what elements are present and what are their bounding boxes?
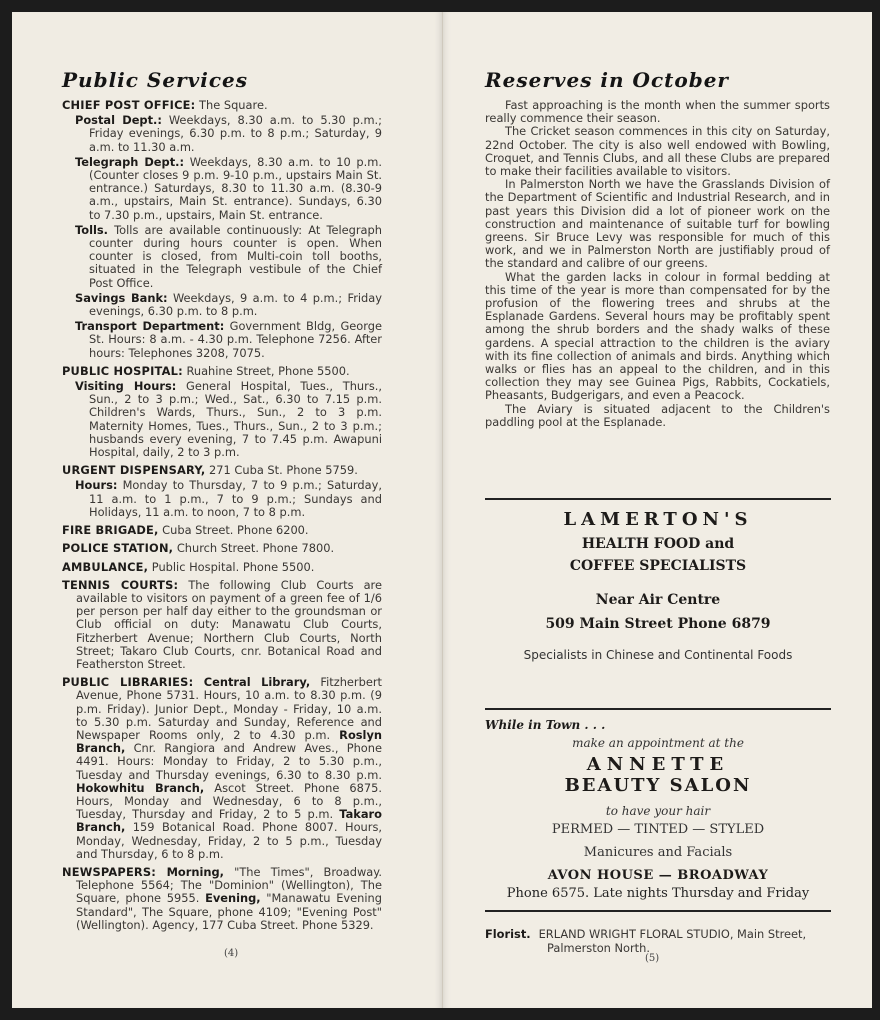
sub-entry: Telegraph Dept.: Weekdays, 8.30 a.m. to 10 p.m. (Counter closes 9 p.m. 9-10 p.m., upstairs Main St. entrance.) Saturdays, 8.30 to 11.30 a.m. (8.30-9 a.m., upstairs, Main St. entrance). Sundays, 6.30 to 7.30 p.m., upstairs, Main St. entrance.	[75, 154, 382, 222]
booklet-spread	[12, 12, 872, 1008]
ad-business-name: BEAUTY SALON	[564, 775, 752, 796]
reserves-article	[485, 99, 830, 429]
entry-text: The Square.	[195, 98, 268, 112]
page-heading: Reserves in October	[485, 68, 729, 92]
divider-rule	[485, 498, 831, 500]
left-page	[12, 12, 442, 1008]
entry-title: CHIEF POST OFFICE:	[62, 98, 196, 112]
entry-public-hospital: PUBLIC HOSPITAL: Ruahine Street, Phone 5500. Visiting Hours: General Hospital, Tues., Thurs., Sun., 2 to 3 p.m.; Wed., Sat., 6.30 to 7.15 p.m. Children's Wards, Thurs., Sun., 2 to 3 p.m. Maternity Homes, Tues., Thurs., Sun., 2 to 3 p.m.; husbands every evening, 7 to 7.45 p.m. Awapuni Hospital, daily, 2 to 3 p.m.	[62, 363, 383, 460]
entry-chief-post-office	[62, 99, 382, 360]
article-paragraph: What the garden lacks in colour in formal bedding at this time of the year is more than compensated for by the profusion of the flowering trees and shrubs at the Esplanade Gardens. Several hours may be profitably spent among the shrub borders and the shady walks of these gardens. A special attraction to the children is the aviary with its fine collection of animals and birds. Anything which walks or flies has an appeal to the children, and in this collection they may see Guinea Pigs, Rabbits, Cockatiels, Pheasants, Budgerigars, and even a Peacock.	[485, 269, 830, 403]
public-services-list	[62, 99, 382, 937]
ad-lamertons: LAMERTON'S HEALTH FOOD and COFFEE SPECIALISTS Near Air Centre 509 Main Street Phone 6879 Specialists in Chinese and Continental Foods	[485, 509, 831, 662]
article-paragraph: The Aviary is situated adjacent to the Children's paddling pool at the Esplanade.	[485, 401, 830, 429]
ad-annette-beauty-salon: While in Town . . . make an appointment at the ANNETTE BEAUTY SALON to have your hair PERMED — TINTED — STYLED Manicures and Facials AVON HOUSE — BROADWAY Phone 6575. Late nights Thursday and Friday	[485, 718, 831, 901]
entry-public-libraries: PUBLIC LIBRARIES: Central Library, Fitzherbert Avenue, Phone 5731. Hours, 10 a.m. to 8.30 p.m. (9 p.m. Friday). Junior Dept., Monday - Friday, 10 a.m. to 5.30 p.m. Saturday and Sunday, Reference and Newspaper Rooms only, 2 to 4.30 p.m. Roslyn Branch, Cnr. Rangiora and Andrew Aves., Phone 4491. Hours: Monday to Friday, 2 to 5.30 p.m., Tuesday and Thursday evenings, 6.30 to 8.30 p.m. Hokowhitu Branch, Ascot Street. Phone 6875. Hours, Monday and Wednesday, 6 to 8 p.m., Tuesday, Thursday and Friday, 2 to 5 p.m. Takaro Branch, 159 Botanical Road. Phone 8007. Hours, Monday, Wednesday, Friday, 2 to 5 p.m., Tuesday and Thursday, 6 to 8 p.m.	[62, 675, 382, 861]
entry-fire-brigade: FIRE BRIGADE, Cuba Street. Phone 6200.	[62, 523, 309, 538]
entry-newspapers: NEWSPAPERS: Morning, "The Times", Broadway. Telephone 5564; The "Dominion" (Wellington), The Square, phone 5955. Evening, "Manawatu Evening Standard", The Square, phone 4109; "Evening Post" (Wellington). Agency, 177 Cuba Street. Phone 5329.	[62, 864, 383, 932]
divider-rule	[485, 708, 831, 710]
ad-business-name: ANNETTE	[586, 754, 730, 775]
article-paragraph: Fast approaching is the month when the summer sports really commence their season.	[485, 98, 830, 126]
divider-rule	[485, 910, 831, 912]
sub-entry: Postal Dept.: Weekdays, 8.30 a.m. to 5.30 p.m.; Friday evenings, 6.30 p.m. to 8 p.m.; Saturday, 9 a.m. to 11.30 a.m.	[75, 113, 382, 154]
entry-ambulance: AMBULANCE, Public Hospital. Phone 5500.	[62, 559, 315, 574]
article-paragraph: In Palmerston North we have the Grasslands Division of the Department of Scientific and Industrial Research, and in past years this Division did a lot of pioneer work on the construction and maintenance of suitable turf for bowling greens. Sir Bruce Levy was responsible for much of this work, and we in Palmerston North are justifiably proud of the standard and calibre of our greens.	[485, 177, 830, 271]
page-heading: Public Services	[62, 68, 248, 92]
sub-entry: Hours: Monday to Thursday, 7 to 9 p.m.; Saturday, 11 a.m. to 1 p.m., 7 to 9 p.m.; Sundays and Holidays, 11 a.m. to noon, 7 to 8 p.m.	[75, 478, 382, 519]
right-page	[443, 12, 872, 1008]
sub-entry: Tolls. Tolls are available continuously: At Telegraph counter during hours counter is open. When counter is closed, from Multi-coin toll booths, situated in the Telegraph vestibule of the Chief Post Office.	[75, 222, 382, 290]
page-number: (5)	[645, 953, 660, 964]
entry-police-station: POLICE STATION, Church Street. Phone 7800.	[62, 541, 335, 556]
florist-listing: Florist. ERLAND WRIGHT FLORAL STUDIO, Main Street, Palmerston North.	[485, 927, 807, 955]
page-number: (4)	[224, 948, 239, 959]
entry-urgent-dispensary: URGENT DISPENSARY, 271 Cuba St. Phone 5759. Hours: Monday to Thursday, 7 to 9 p.m.; Saturday, 11 a.m. to 1 p.m., 7 to 9 p.m.; Sundays and Holidays, 11 a.m. to noon, 7 to 8 p.m.	[62, 463, 382, 519]
article-paragraph: The Cricket season commences in this city on Saturday, 22nd October. The city is also well endowed with Bowling, Croquet, and Tennis Clubs, and all these Clubs are prepared to make their facilities available to visitors.	[485, 124, 830, 179]
sub-entry: Savings Bank: Weekdays, 9 a.m. to 4 p.m.; Friday evenings, 6.30 p.m. to 8 p.m.	[75, 290, 382, 319]
ad-business-name: LAMERTON'S	[563, 509, 753, 530]
sub-entry: Transport Department: Government Bldg, George St. Hours: 8 a.m. - 4.30 p.m. Telephone 7256. After hours: Telephones 3208, 7075.	[75, 319, 382, 360]
sub-entry: Visiting Hours: General Hospital, Tues., Thurs., Sun., 2 to 3 p.m.; Wed., Sat., 6.30 to 7.15 p.m. Children's Wards, Thurs., Sun., 2 to 3 p.m. Maternity Homes, Tues., Thurs., Sun., 2 to 3 p.m.; husbands every evening, 7 to 7.45 p.m. Awapuni Hospital, daily, 2 to 3 p.m.	[75, 379, 383, 460]
entry-tennis-courts: TENNIS COURTS: The following Club Courts are available to visitors on payment of a green fee of 1/6 per person per half day either to the groundsman or Club official on duty: Manawatu Club Courts, Fitzherbert Avenue; Northern Club Courts, North Street; Takaro Club Courts, cnr. Botanical Road and Featherston Street.	[62, 577, 383, 671]
